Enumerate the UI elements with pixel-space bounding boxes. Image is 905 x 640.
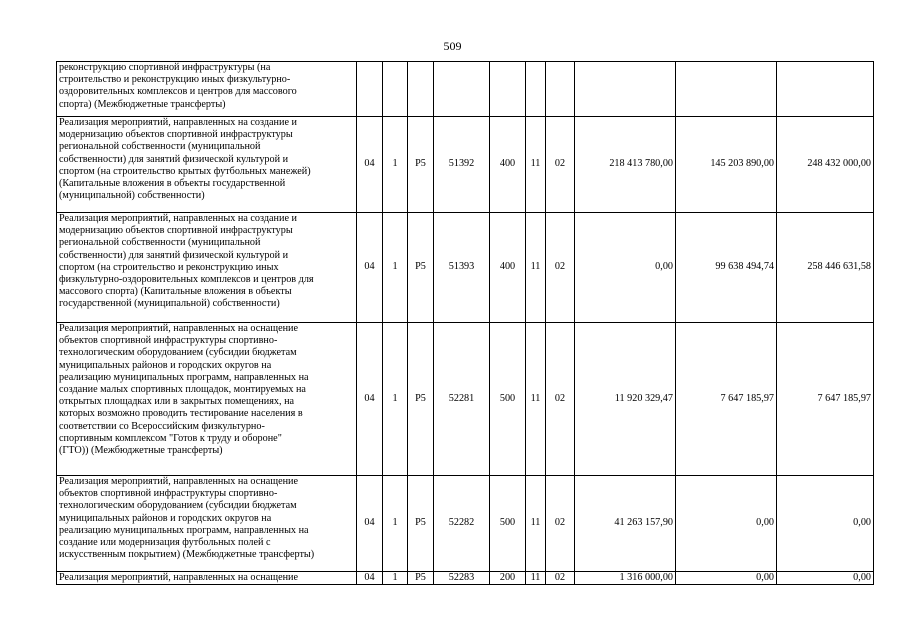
subsection-code: 1 [383,323,408,476]
subsection-code [383,62,408,117]
expense-type-code: 400 [490,213,526,323]
target-article-code: 52281 [434,323,490,476]
program-code: P5 [408,476,434,572]
amount-year-1: 0,00 [575,213,676,323]
target-article-code: 52282 [434,476,490,572]
page-number: 509 [443,39,462,53]
program-code: P5 [408,323,434,476]
expense-type-code: 200 [490,572,526,585]
expense-type-code [490,62,526,117]
expense-type-code: 500 [490,323,526,476]
subchapter-code: 02 [546,476,575,572]
row-description: Реализация мероприятий, направленных на создание и модернизацию объектов спортивной инфраструктуры региональной собственности (муниципальной собственности) для занятий физической культурой и спортом (на строительство крытых футбольных манежей) (Капитальные вложения в объекты государственной (муниципальной) собственности) [57,117,357,213]
subchapter-code [546,62,575,117]
subchapter-code: 02 [546,572,575,585]
amount-year-3 [777,62,874,117]
amount-year-2 [676,62,777,117]
subsection-code: 1 [383,476,408,572]
section-code: 04 [357,572,383,585]
amount-year-2: 145 203 890,00 [676,117,777,213]
table-row [57,323,874,476]
section-code: 04 [357,117,383,213]
table-row [57,62,874,117]
section-code [357,62,383,117]
section-code: 04 [357,476,383,572]
subchapter-code: 02 [546,213,575,323]
chapter-code: 11 [526,572,546,585]
chapter-code: 11 [526,117,546,213]
amount-year-2: 0,00 [676,572,777,585]
row-description: Реализация мероприятий, направленных на оснащение объектов спортивной инфраструктуры спортивно- технологическим оборудованием (субсидии бюджетам муниципальных районов и городских округов на реализацию муниципальных программ, направленных на создание или модернизация футбольных полей с искусственным покрытием) (Межбюджетные трансферты) [57,476,357,572]
chapter-code: 11 [526,476,546,572]
program-code: P5 [408,213,434,323]
row-description: Реализация мероприятий, направленных на создание и модернизацию объектов спортивной инфраструктуры региональной собственности (муниципальной собственности) для занятий физической культурой и спортом (на строительство и реконструкцию иных физкультурно-оздоровительных комплексов и центров для массового спорта) (Капитальные вложения в объекты государственной (муниципальной) собственности) [57,213,357,323]
amount-year-3: 0,00 [777,572,874,585]
program-code [408,62,434,117]
row-description: Реализация мероприятий, направленных на оснащение объектов спортивной инфраструктуры спортивно- технологическим оборудованием (субсидии бюджетам муниципальных районов и городских округов на реализацию муниципальных программ, направленных на создание малых спортивных площадок, монтируемых на открытых площадках или в закрытых помещениях, на которых возможно проводить тестирование населения в соответствии со Всероссийским физкультурно- спортивным комплексом "Готов к труду и обороне" (ГТО)) (Межбюджетные трансферты) [57,323,357,476]
amount-year-2: 0,00 [676,476,777,572]
amount-year-2: 7 647 185,97 [676,323,777,476]
amount-year-3: 248 432 000,00 [777,117,874,213]
amount-year-1: 218 413 780,00 [575,117,676,213]
amount-year-1: 1 316 000,00 [575,572,676,585]
budget-table [56,61,874,585]
chapter-code [526,62,546,117]
subchapter-code: 02 [546,117,575,213]
program-code: P5 [408,117,434,213]
amount-year-1: 41 263 157,90 [575,476,676,572]
table-row [57,476,874,572]
amount-year-1: 11 920 329,47 [575,323,676,476]
table-row [57,117,874,213]
subsection-code: 1 [383,117,408,213]
chapter-code: 11 [526,323,546,476]
target-article-code [434,62,490,117]
expense-type-code: 500 [490,476,526,572]
subsection-code: 1 [383,572,408,585]
chapter-code: 11 [526,213,546,323]
row-description: Реализация мероприятий, направленных на оснащение [57,572,357,585]
amount-year-3: 258 446 631,58 [777,213,874,323]
amount-year-2: 99 638 494,74 [676,213,777,323]
row-description: реконструкцию спортивной инфраструктуры (на строительство и реконструкцию иных физкультурно- оздоровительных комплексов и центров для массового спорта) (Межбюджетные трансферты) [57,62,357,117]
table-row [57,213,874,323]
program-code: P5 [408,572,434,585]
subchapter-code: 02 [546,323,575,476]
section-code: 04 [357,213,383,323]
table-row [57,572,874,585]
amount-year-1 [575,62,676,117]
amount-year-3: 0,00 [777,476,874,572]
target-article-code: 51393 [434,213,490,323]
target-article-code: 51392 [434,117,490,213]
section-code: 04 [357,323,383,476]
target-article-code: 52283 [434,572,490,585]
amount-year-3: 7 647 185,97 [777,323,874,476]
subsection-code: 1 [383,213,408,323]
expense-type-code: 400 [490,117,526,213]
